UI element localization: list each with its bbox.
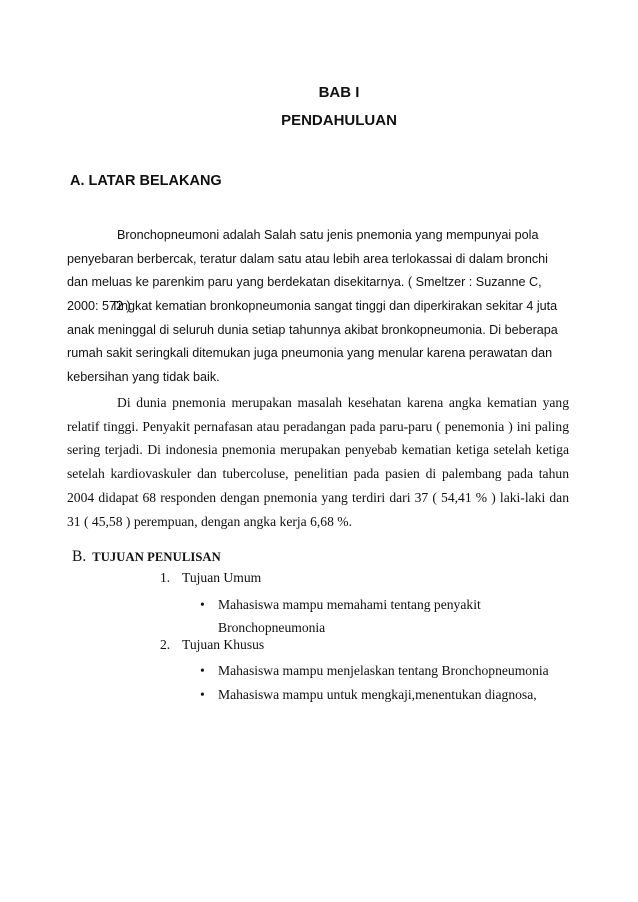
section-b-label: TUJUAN PENULISAN [92,550,221,564]
section-a-heading: A. LATAR BELAKANG [70,173,222,189]
paragraph-2-text: Tingkat kematian bronkopneumonia sangat tinggi dan diperkirakan sekitar 4 juta anak meninggal di seluruh dunia setiap tahunnya akibat bronkopneumonia. Di beberapa rumah sakit seringkali ditemukan juga pneumonia yang menular karena perawatan dan kebersihan yang tidak baik. [67,299,558,384]
bullet-text: Mahasiswa mampu memahami tentang penyakit Bronchopneumonia [218,597,481,635]
list-item-number: 1. [160,570,171,585]
bullet-item [200,683,560,706]
list-item-label: Tujuan Umum [182,570,262,585]
bullet-text: Mahasiswa mampu untuk mengkaji,menentukan diagnosa, [218,687,537,702]
chapter-title: PENDAHULUAN [281,112,397,129]
paragraph-3-text: Di dunia pnemonia merupakan masalah kesehatan karena angka kematian yang relatif tinggi. Penyakit pernafasan atau peradangan pada paru-paru ( penemonia ) ini paling sering terjadi. Di indonesia pnemonia merupakan penyebab kematian ketiga setelah ketiga setelah kardiovaskuler dan tubercoluse, penelitian pada pasien di palembang pada tahun 2004 didapat 68 responden dengan pnemonia yang terdiri dari 37 ( 54,41 % ) laki-laki dan 31 ( 45,58 ) perempuan, dengan angka kerja 6,68 %. [67,395,569,529]
paragraph-1-text: Bronchopneumoni adalah Salah satu jenis pnemonia yang mempunyai pola penyebaran berbercak, teratur dalam satu atau lebih area terlokassai di dalam bronchi dan meluas ke parenkim paru yang berdekatan disekitarnya. ( Smeltzer : Suzanne C, 2000: 572 ) [67,228,548,313]
list-item-number: 2. [160,637,171,652]
chapter-number: BAB I [318,84,360,101]
section-b-marker: B. [72,548,87,565]
list-item-label: Tujuan Khusus [182,637,265,652]
paragraph-3 [67,391,569,533]
list-item [160,570,261,586]
paragraph-2 [67,295,569,389]
bullet-icon: • [200,663,205,678]
bullet-item [200,593,560,639]
section-b-heading [72,548,221,566]
bullet-item [200,659,560,682]
bullet-icon: • [200,687,205,702]
bullet-text: Mahasiswa mampu menjelaskan tentang Bronchopneumonia [218,663,549,678]
bullet-icon: • [200,597,205,612]
list-item [160,637,264,653]
